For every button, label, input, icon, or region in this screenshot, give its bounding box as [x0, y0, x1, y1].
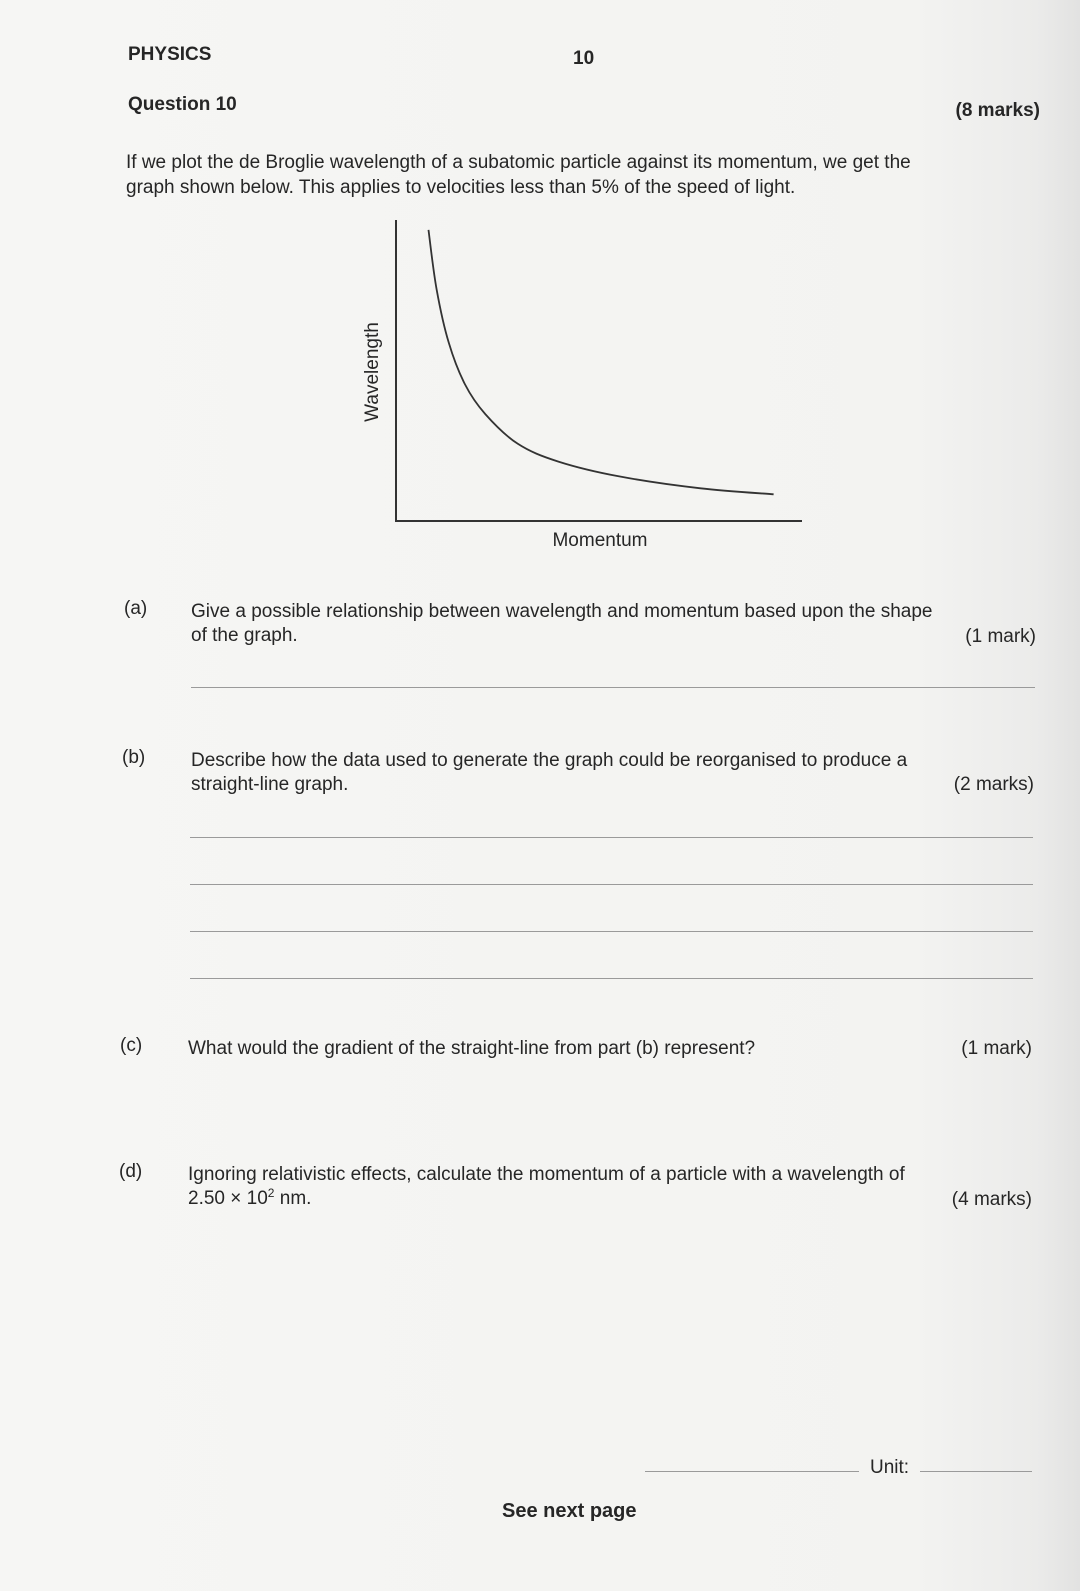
part-d-value-base: 2.50 × 10 [188, 1188, 268, 1209]
inverse-curve [429, 230, 774, 494]
part-a-line-2: of the graph. [191, 625, 298, 646]
part-b-line-2: straight-line graph. [191, 774, 349, 795]
part-d-label: (d) [119, 1161, 143, 1182]
part-a-marks: (1 mark) [965, 626, 1036, 647]
part-b-line-1: Describe how the data used to generate the graph could be reorganised to produce a [191, 750, 908, 771]
part-b-marks: (2 marks) [953, 774, 1034, 795]
answer-line-a1[interactable] [191, 687, 1035, 688]
part-a-line-1: Give a possible relationship between wavelength and momentum based upon the shape [191, 601, 933, 622]
question-title: Question 10 [128, 94, 237, 115]
part-a-label: (a) [124, 598, 148, 619]
answer-unit-line[interactable] [920, 1471, 1032, 1472]
part-d-value-unit: nm. [274, 1188, 312, 1209]
answer-line-b1[interactable] [190, 837, 1033, 838]
wavelength-momentum-chart [350, 216, 850, 566]
part-d-text [188, 1163, 1028, 1211]
intro-line-2: graph shown below. This applies to velocities less than 5% of the speed of light. [126, 177, 796, 198]
answer-line-b4[interactable] [190, 978, 1033, 979]
unit-label: Unit: [870, 1457, 910, 1478]
y-axis-label: Wavelength [362, 322, 383, 422]
intro-line-1: If we plot the de Broglie wavelength of a subatomic particle against its momentum, we get the [126, 152, 911, 173]
page-number: 10 [573, 48, 595, 69]
answer-line-b3[interactable] [190, 931, 1033, 932]
answer-value-line[interactable] [645, 1471, 859, 1472]
question-marks: (8 marks) [955, 100, 1040, 121]
part-d-line-1: Ignoring relativistic effects, calculate the momentum of a particle with a wavelength of [188, 1164, 905, 1185]
subject-header: PHYSICS [128, 44, 212, 65]
see-next-page: See next page [502, 1500, 637, 1522]
question-intro [126, 150, 1026, 200]
part-b-text [191, 749, 1031, 797]
answer-line-b2[interactable] [190, 884, 1033, 885]
part-c-text: What would the gradient of the straight-line from part (b) represent? [188, 1038, 756, 1059]
part-d-value-exponent: 2 [267, 1186, 275, 1200]
x-axis-label: Momentum [552, 530, 648, 551]
part-d-marks: (4 marks) [951, 1189, 1032, 1210]
part-c-label: (c) [120, 1035, 143, 1056]
part-a-text [191, 600, 1031, 648]
part-c-marks: (1 mark) [961, 1038, 1032, 1059]
part-b-label: (b) [122, 747, 146, 768]
part-d-line-2 [188, 1187, 1028, 1211]
